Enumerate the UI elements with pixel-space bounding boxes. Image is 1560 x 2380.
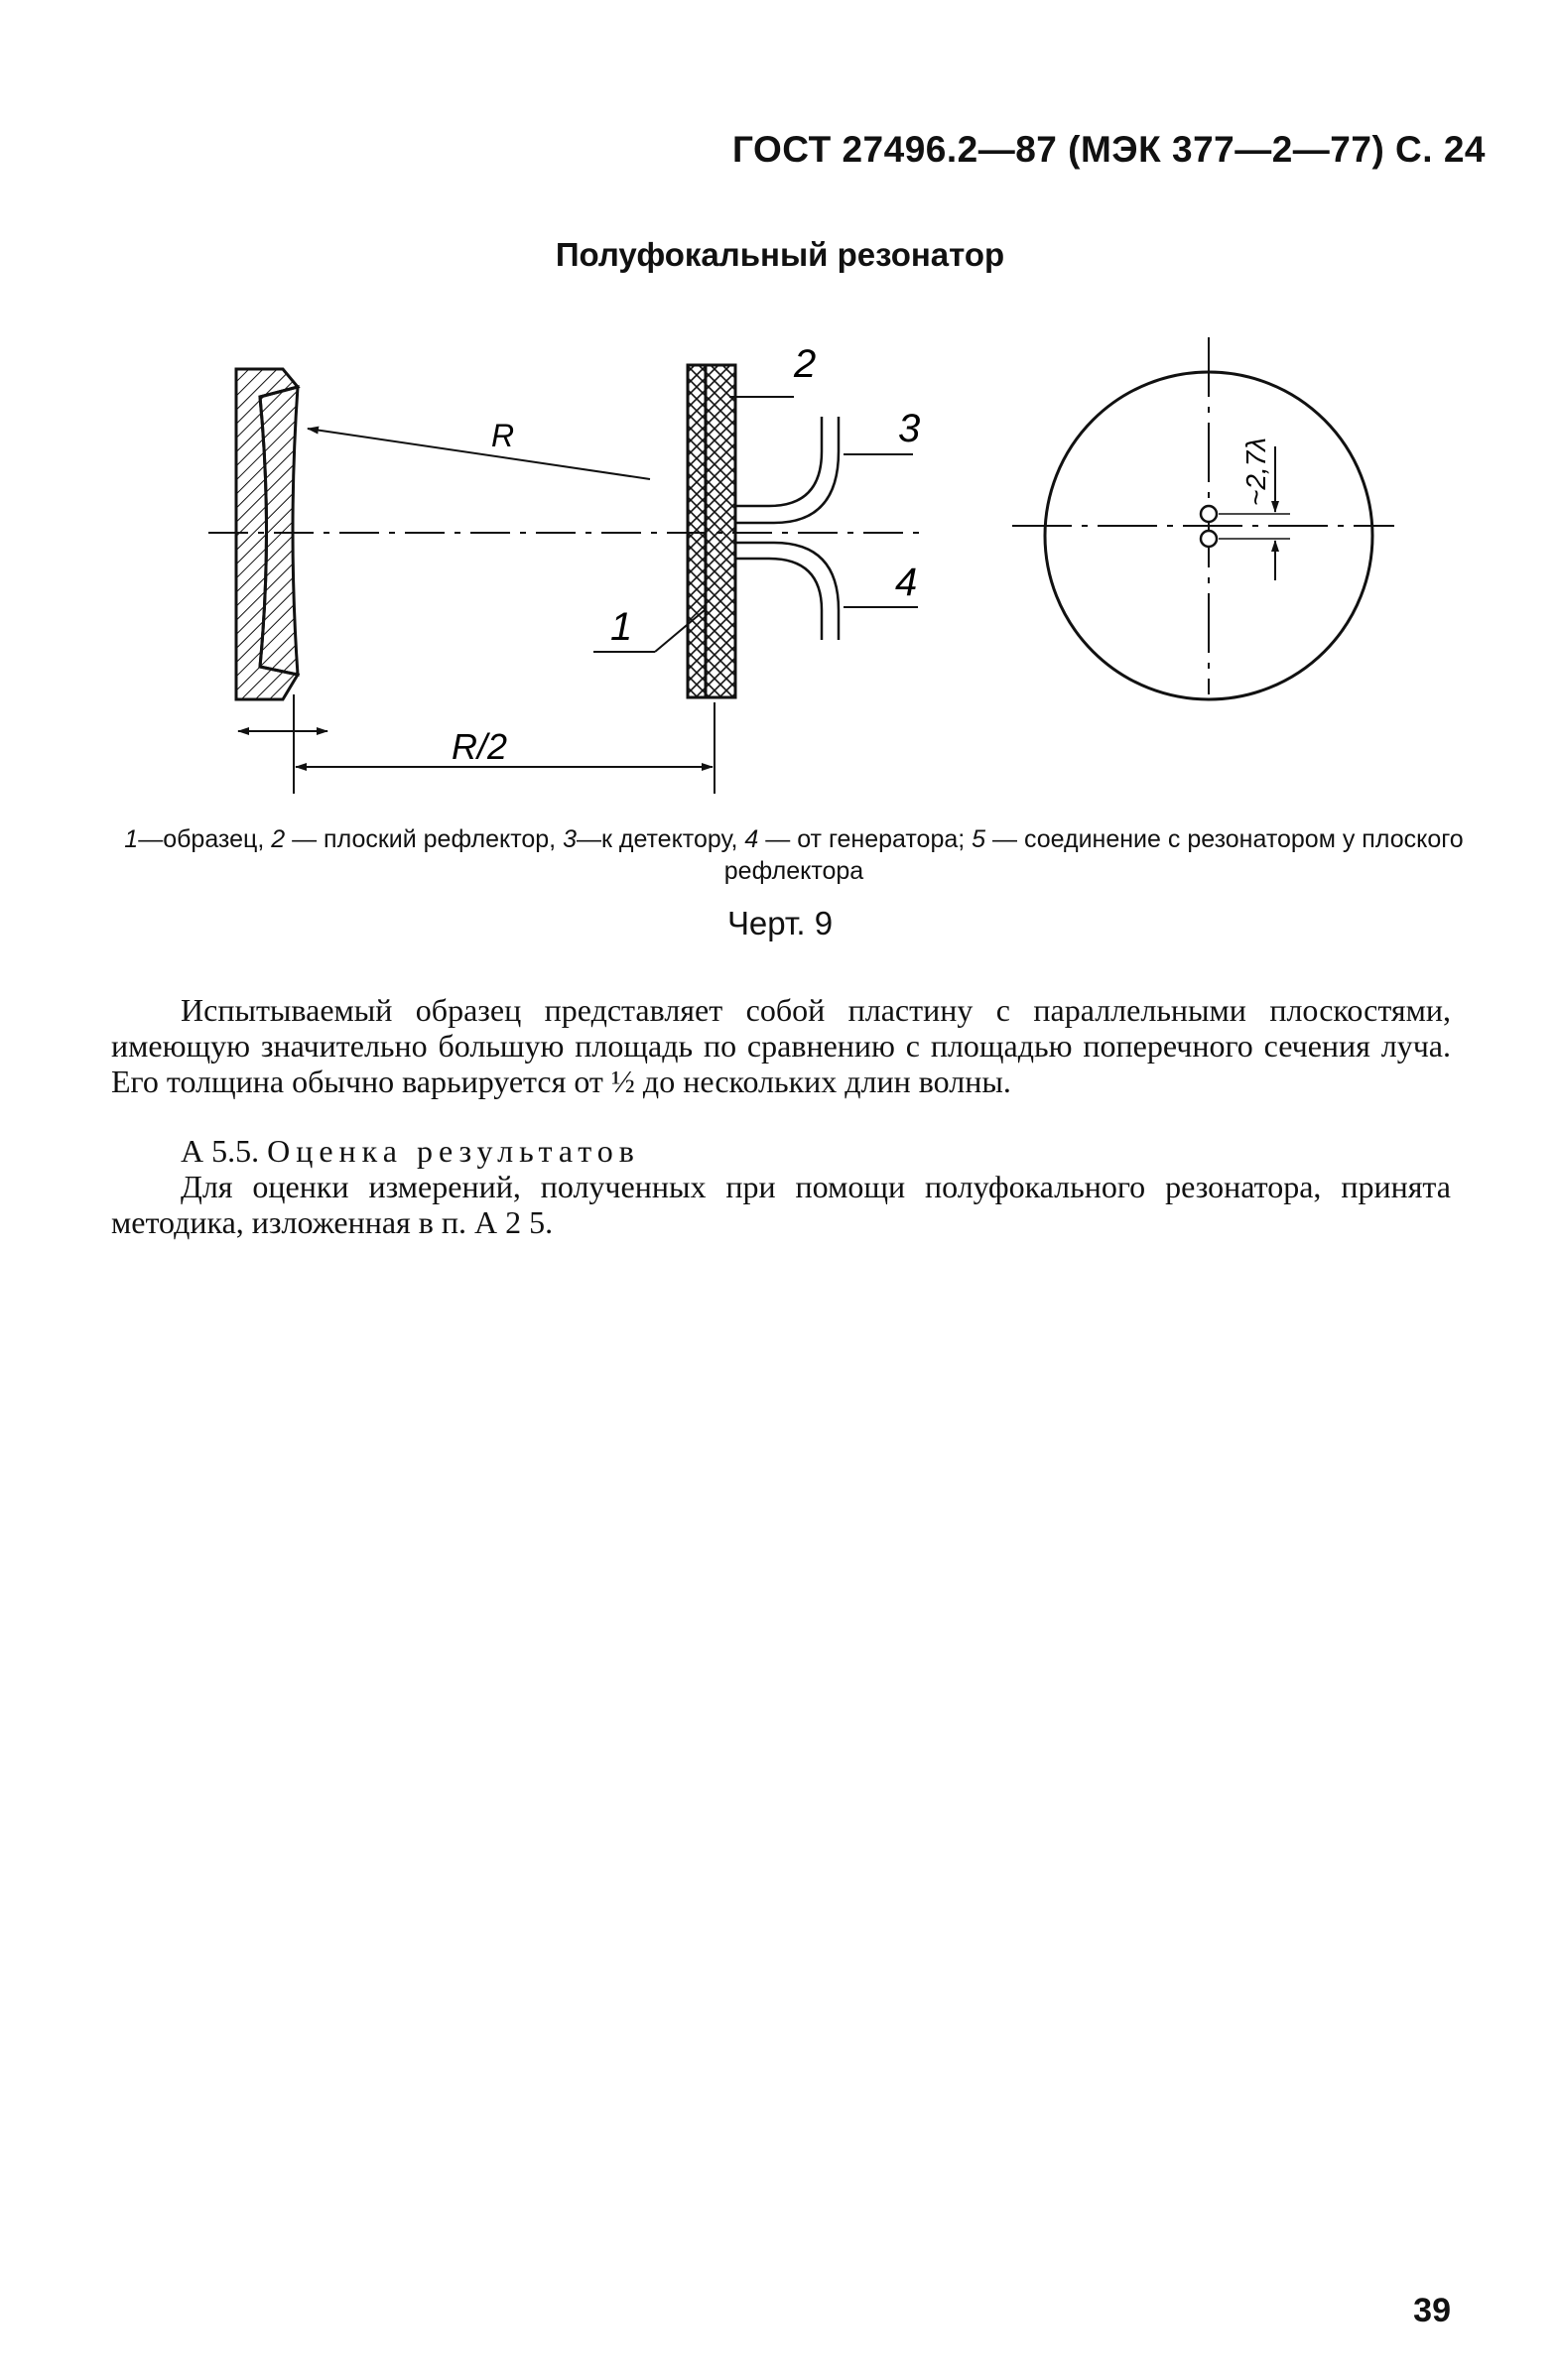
label-r: R [491,418,515,453]
coupling-hole [1201,531,1217,547]
figure-number: Черт. 9 [726,905,834,941]
aperture-view [1012,337,1394,699]
label-3: 3 [898,407,921,450]
page-number: 39 [1413,2292,1451,2329]
document-header: ГОСТ 27496.2—87 (МЭК 377—2—77) С. 24 [732,129,1486,170]
body-paragraph: Для оценки измерений, полученных при помощи полуфокального резонатора, принята методика, изложенная в п. А 2 5. [111,1169,1451,1240]
flat-reflector [688,365,735,697]
label-4: 4 [895,561,918,604]
radius-arrow [308,429,650,479]
waveguide-to-detector [735,417,822,506]
label-2: 2 [794,342,817,386]
body-paragraph: Испытываемый образец представляет собой пластину с параллельными плоскостями, имеющую значительно большую площадь по сравнению с площадью поперечного сечения луча. Его толщина обычно варьируется от ½ до нескольких длин волны. [111,992,1451,1099]
figure-title: Полуфокальный резонатор [555,236,1005,273]
coupling-hole [1201,506,1217,522]
waveguide-from-generator [735,543,839,640]
resonator-drawing [0,327,1560,823]
section-heading: А 5.5. Оценка результатов [181,1133,640,1169]
label-spacing: ~2,7λ [1240,437,1271,506]
label-1: 1 [610,605,633,649]
figure-caption: 1—образец, 2 — плоский рефлектор, 3—к детектору, 4 — от генератора; 5 — соединение с резонатором у плоского рефлектора [124,825,1464,885]
label-r-half: R/2 [452,726,508,767]
sample-mirror [236,369,298,699]
